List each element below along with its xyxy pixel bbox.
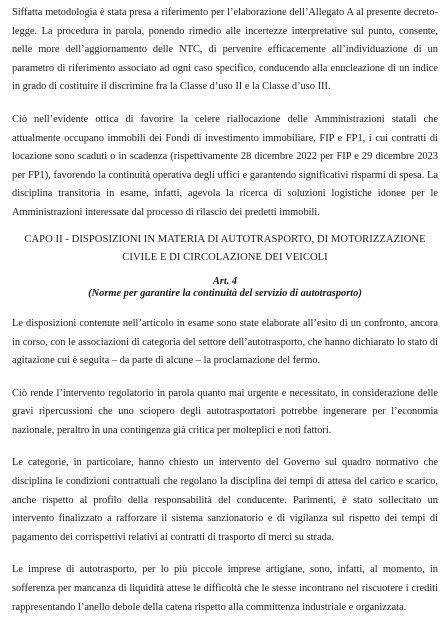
paragraph-methodology: Siffatta metodologia è stata presa a riferimento per l’elaborazione dell’Allegato A al presente decreto-legge. La procedura in parola, ponendo rimedio alle incertezze interpretative sul punto, consente, nelle more dell’aggiornamento delle NTC, di pervenire efficacemente all’individuazione di un parametro di riferimento associato ad ogni caso specifico, conducendo alla enucleazione di un indice in grado di costituire il discrimine fra la Classe d’uso II e la Classe d’uso III. — [12, 7, 438, 93]
paragraph-relocation: Ciò nell’evidente ottica di favorire la celere riallocazione delle Amministrazioni statali che attualmente occupano immobili dei Fondi di investimento immobiliare, FIP e FP1, i cui contratti di locazione sono scaduti o in scadenza (rispettivamente 28 dicembre 2022 per FIP e 29 dicembre 2023 per FP1), favorendo la continuità operativa degli uffici e garantendo significativi risparmi di spesa. La disciplina transitoria in esame, infatti, agevola la ricerca di soluzioni logistiche idonee per le Amministrazioni interessate dal processo di rilascio dei predetti immobili. — [12, 113, 438, 218]
paragraph-categories: Le categorie, in particolare, hanno chiesto un intervento del Governo sul quadro normativo che disciplina le condizioni contrattuali che regolano la disciplina dei tempi di attesa del carico e scarico, anche rispetto al profilo della responsabilità del conducente. Parimenti, è stato sollecitato un intervento finalizzato a rafforzare il sistema sanzionatorio e di vigilanza sul rispetto dei tempi di pagamento dei corrispettivi relativi ai contratti di trasporto di merci su strada. — [12, 457, 438, 543]
chapter-heading-line-2: CIVILE E DI CIRCOLAZIONE DEI VEICOLI — [122, 252, 328, 264]
article-number: Art. 4 — [212, 275, 238, 287]
chapter-heading-line-1: CAPO II - DISPOSIZIONI IN MATERIA DI AUTOTRASPORTO, DI MOTORIZZAZIONE — [24, 233, 426, 245]
paragraph-liquidity: Le imprese di autotrasporto, per lo più piccole imprese artigiane, sono, infatti, al momento, in sofferenza per mancanza di liquidità attese le difficoltà che le stesse incontrano nel riscuotere i crediti rappresentando l’anello debole della catena rispetto alla committenza industriale e organizzata. — [12, 564, 438, 613]
paragraph-negotiations: Le disposizioni contenute nell’articolo in esame sono state elaborate all’esito di un confronto, ancora in corso, con le associazioni di categoria del settore dell’autotrasporto, che hanno dichiarato lo stato di agitazione cui è seguita – da parte di alcune – la proclamazione del fermo. — [12, 317, 438, 367]
paragraph-urgency: Ciò rende l’intervento regolatorio in parola quanto mai urgente e necessitato, in considerazione delle gravi ripercussioni che uno sciopero degli autotrasportatori potrebbe ingenerare per l’economia nazionale, peraltro in una contingenza già critica per molteplici e noti fattori. — [12, 387, 438, 436]
article-title: (Norme per garantire la continuità del servizio di autotrasporto) — [88, 288, 362, 300]
